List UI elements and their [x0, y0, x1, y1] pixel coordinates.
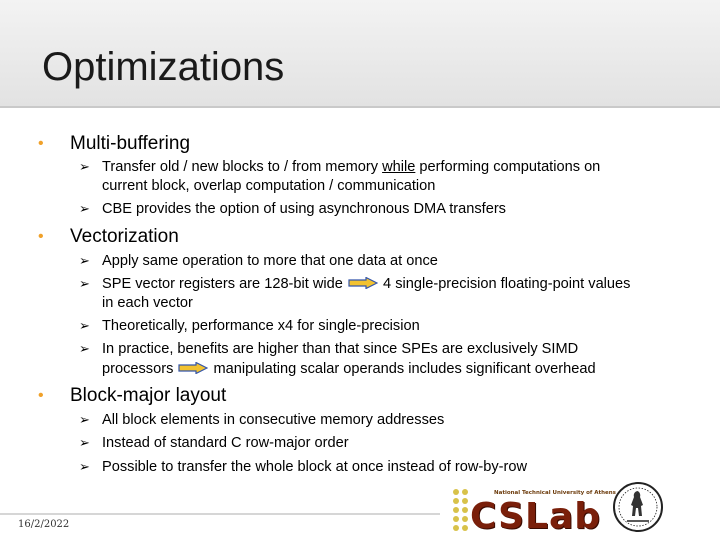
- bullet-icon: •: [38, 228, 44, 245]
- logo-dot-grid: [452, 488, 470, 536]
- arrow-bullet-icon: ➢: [79, 318, 90, 333]
- item-text: Theoretically, performance x4 for single-precision: [102, 318, 420, 334]
- arrow-bullet-icon: ➢: [79, 253, 90, 268]
- arrow-bullet-icon: ➢: [79, 341, 90, 356]
- title-divider: [0, 106, 720, 108]
- implies-arrow-icon: [178, 362, 208, 374]
- logo-subtitle: National Technical University of Athens: [494, 490, 616, 496]
- item-text: SPE vector registers are 128-bit wide: [102, 276, 343, 292]
- item-text: Instead of standard C row-major order: [102, 435, 349, 451]
- cslab-logo: CSLab: [470, 496, 602, 537]
- underlined-word: while: [382, 159, 416, 175]
- slide-date: 16/2/2022: [18, 519, 70, 530]
- arrow-bullet-icon: ➢: [79, 159, 90, 174]
- bullet-icon: •: [38, 387, 44, 404]
- item-text: Transfer old / new blocks to / from memory: [102, 159, 383, 175]
- item-continuation: [102, 360, 596, 378]
- item-text: Possible to transfer the whole block at once instead of row-by-row: [102, 459, 528, 475]
- item-text: 4 single-precision floating-point values: [383, 276, 631, 292]
- item-continuation: in each vector: [102, 295, 193, 311]
- item-text: Apply same operation to more that one data at once: [102, 253, 438, 269]
- arrow-bullet-icon: ➢: [79, 459, 90, 474]
- slide-title: Optimizations: [42, 45, 285, 89]
- arrow-bullet-icon: ➢: [79, 201, 90, 216]
- section-heading: Block-major layout: [70, 385, 227, 406]
- item-text: processors: [102, 361, 174, 377]
- item-text: All block elements in consecutive memory addresses: [102, 412, 445, 428]
- section-heading: Vectorization: [70, 226, 179, 247]
- arrow-bullet-icon: ➢: [79, 435, 90, 450]
- item-text: manipulating scalar operands includes significant overhead: [213, 361, 596, 377]
- university-seal-icon: [612, 479, 664, 535]
- arrow-bullet-icon: ➢: [79, 276, 90, 291]
- arrow-bullet-icon: ➢: [79, 412, 90, 427]
- implies-arrow-icon: [348, 277, 378, 289]
- item-text: In practice, benefits are higher than that since SPEs are exclusively SIMD: [102, 341, 579, 357]
- section-heading: Multi-buffering: [70, 133, 191, 154]
- item-continuation: current block, overlap computation / communication: [102, 178, 436, 194]
- footer-divider: [0, 513, 440, 515]
- item-text: CBE provides the option of using asynchronous DMA transfers: [102, 201, 506, 217]
- bullet-icon: •: [38, 135, 44, 152]
- item-text: performing computations on: [415, 159, 601, 175]
